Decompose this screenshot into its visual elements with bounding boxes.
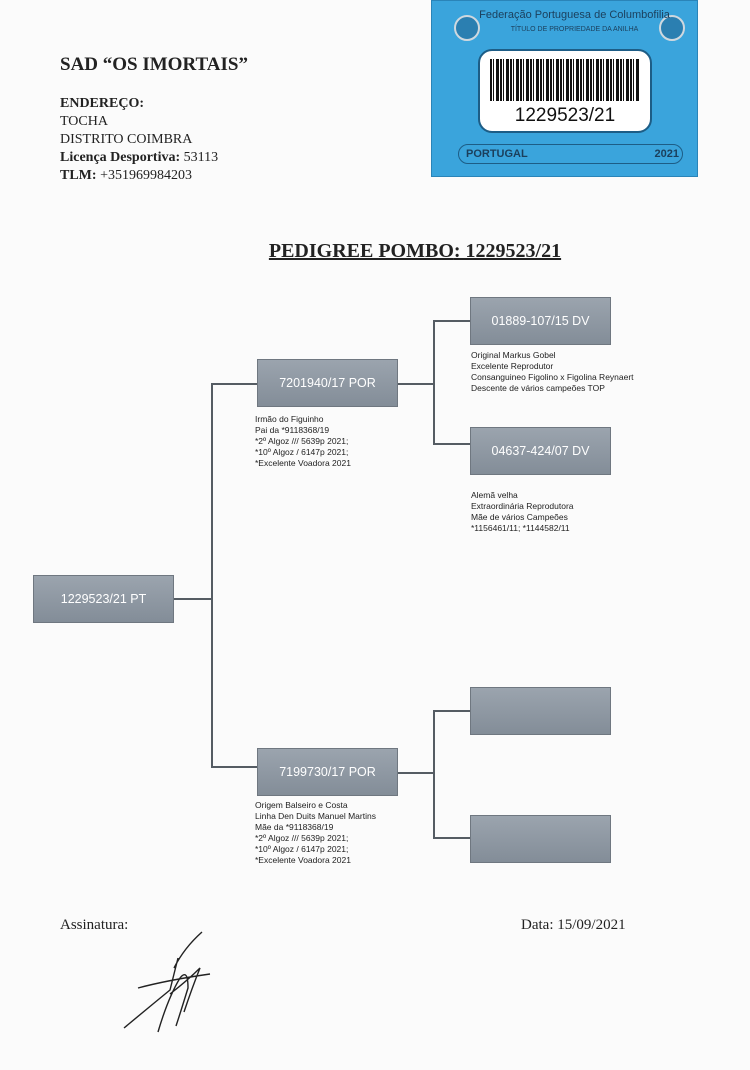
sire-dam-notes <box>471 490 574 534</box>
signature-label: Assinatura: <box>60 917 129 933</box>
dam-dam-box <box>470 815 611 863</box>
phone-label: TLM: <box>60 168 97 183</box>
dam-note: *2º Algoz /// 5639p 2021; <box>255 833 349 843</box>
phone-value: +351969984203 <box>100 168 192 183</box>
handwritten-signature <box>118 928 218 1038</box>
connector-dam-out <box>398 772 434 774</box>
subject-box: 1229523/21 PT <box>33 575 174 623</box>
sire-note: Irmão do Figuinho <box>255 414 324 424</box>
card-country: PORTUGAL <box>466 148 528 160</box>
sire-sire-note: Original Markus Gobel <box>471 350 556 360</box>
dam-notes <box>255 800 376 866</box>
license-value: 53113 <box>183 150 219 165</box>
ring-property-card <box>431 0 698 177</box>
sire-dam-note: Extraordinária Reprodutora <box>471 501 574 511</box>
sire-note: *Excelente Voadora 2021 <box>255 458 351 468</box>
connector-dam-vertical <box>433 710 435 838</box>
sire-sire-notes <box>471 350 634 394</box>
license-label: Licença Desportiva: <box>60 150 181 165</box>
sire-dam-box: 04637-424/07 DV <box>470 427 611 475</box>
license-row <box>60 150 218 166</box>
date-label: Data: 15/09/2021 <box>521 917 626 933</box>
dam-sire-box <box>470 687 611 735</box>
sire-sire-note: Excelente Reprodutor <box>471 361 554 371</box>
phone-row <box>60 168 192 184</box>
sire-sire-box: 01889-107/15 DV <box>470 297 611 345</box>
title-label: PEDIGREE POMBO <box>268 240 454 262</box>
connector-sire-vertical <box>433 320 435 444</box>
dam-box: 7199730/17 POR <box>257 748 398 796</box>
dam-note: *10º Algoz / 6147p 2021; <box>255 844 349 854</box>
address-line1: TOCHA <box>60 114 108 129</box>
card-ring-number: 1229523/21 <box>514 105 616 126</box>
connector-vertical-main <box>211 383 213 767</box>
address-line2: DISTRITO COIMBRA <box>60 132 193 147</box>
sire-box: 7201940/17 POR <box>257 359 398 407</box>
sire-dam-note: Alemã velha <box>471 490 518 500</box>
sire-note: *2º Algoz /// 5639p 2021; <box>255 436 349 446</box>
connector-to-dam <box>211 766 257 768</box>
sire-dam-note: *1156461/11; *1144582/11 <box>471 523 570 533</box>
barcode-icon <box>490 59 640 101</box>
connector-sire-out <box>398 383 434 385</box>
page-title <box>0 240 750 263</box>
dam-note: *Excelente Voadora 2021 <box>255 855 351 865</box>
connector-subject <box>174 598 212 600</box>
sire-notes <box>255 414 351 469</box>
sire-sire-note: Consanguineo Figolino x Figolina Reynaert <box>471 372 634 382</box>
barcode-panel <box>478 49 652 133</box>
card-year: 2021 <box>654 148 679 160</box>
dam-note: Mãe da *9118368/19 <box>255 822 334 832</box>
connector-sire-sire <box>433 320 470 322</box>
dam-note: Linha Den Duits Manuel Martins <box>255 811 376 821</box>
title-ring: : 1229523/21 <box>453 240 562 262</box>
org-name: SAD “OS IMORTAIS” <box>60 54 248 75</box>
sire-note: Pai da *9118368/19 <box>255 425 330 435</box>
address-label: ENDEREÇO: <box>60 96 145 111</box>
sire-sire-note: Descente de vários campeões TOP <box>471 383 605 393</box>
federation-name: Federação Portuguesa de Columbofilia <box>479 9 670 21</box>
connector-sire-dam <box>433 443 470 445</box>
dam-note: Origem Balseiro e Costa <box>255 800 348 810</box>
sire-dam-note: Mãe de vários Campeões <box>471 512 568 522</box>
sire-note: *10º Algoz / 6147p 2021; <box>255 447 349 457</box>
connector-dam-dam <box>433 837 470 839</box>
connector-dam-sire <box>433 710 470 712</box>
card-subtitle: TÍTULO DE PROPRIEDADE DA ANILHA <box>510 26 639 33</box>
connector-to-sire <box>211 383 257 385</box>
